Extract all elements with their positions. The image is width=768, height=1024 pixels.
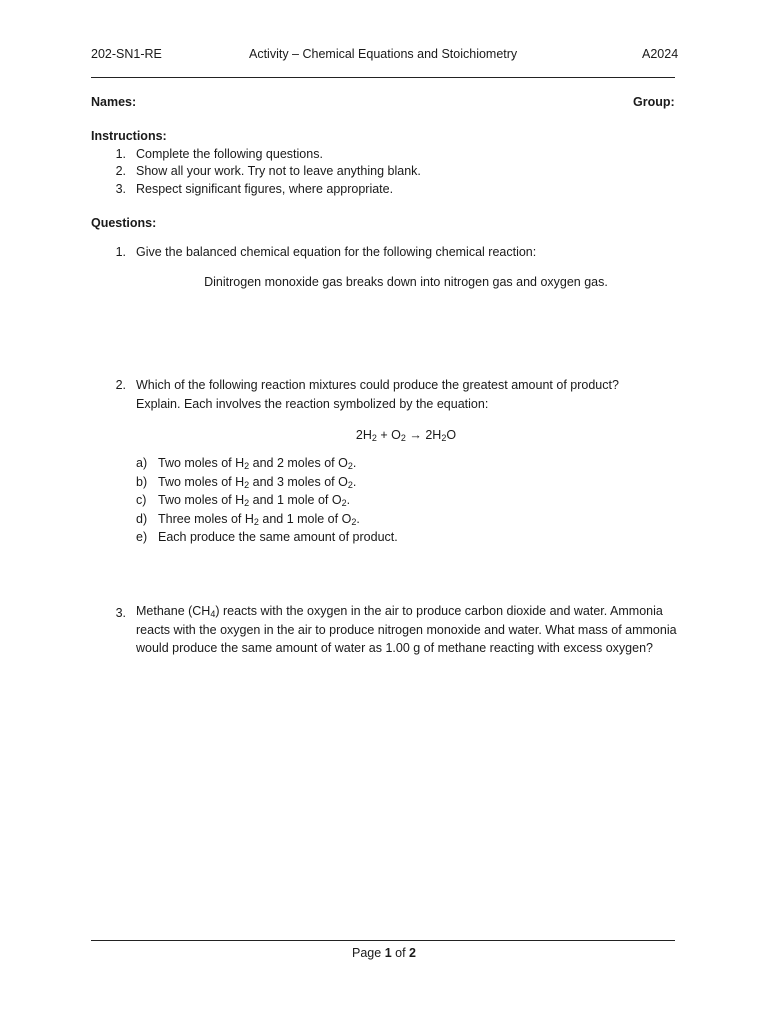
header-divider [91,77,675,78]
chemical-equation: $2H_2 + O_2 \to 2H_2O$ [355,428,457,443]
instructions-heading: Instructions: [91,129,167,143]
group-label: Group: [633,95,675,109]
reaction-statement: Dinitrogen monoxide gas breaks down into nitrogen gas and oxygen gas. [204,275,608,289]
page-number: Page 1 of 2 [352,946,416,960]
arrow-icon: → [405,428,426,442]
course-code: 202-SN1-RE [91,47,162,61]
document-title: Activity – Chemical Equations and Stoichiometry [249,47,518,61]
questions-heading: Questions: [91,216,157,230]
term-code: A2024 [642,47,679,61]
footer-divider [91,940,675,941]
question-3-text: Methane $(CH_4)$ reacts with the oxygen in the air to produce carbon dioxide and water. Ammonia reacts with the oxygen in the air to produce nitrogen monoxide and water. What mass of ammonia would produce the same amount of water as 1.00 g of methane reacting with excess oxygen? [136,604,677,655]
names-label: Names: [91,95,137,109]
